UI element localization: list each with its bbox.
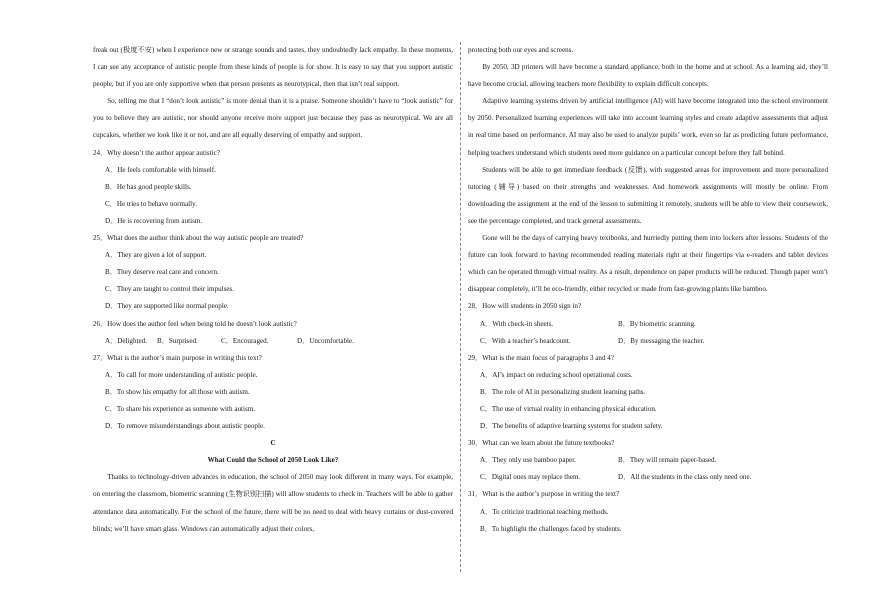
question-24: 24．Why doesn’t the author appear autistic? xyxy=(93,148,220,157)
option: B．They deserve real care and concern. xyxy=(105,268,219,277)
option: A．They are given a lot of support. xyxy=(105,251,207,260)
question-28: 28．How will students in 2050 sign in? xyxy=(468,302,582,311)
option: A．He feels comfortable with himself. xyxy=(105,165,216,174)
question-25: 25．What does the author think about the way autistic people are treated? xyxy=(93,234,304,243)
option: A．To criticize traditional teaching methods. xyxy=(480,507,609,516)
option: B．Surprised. xyxy=(157,336,198,345)
option: A．AI’s impact on reducing school operational costs. xyxy=(480,370,633,379)
paragraph: Thanks to technology-driven advances in education, the school of 2050 may look different in many ways. For example, on entering the classroom, biometric scanning (生物识别扫描) will allow students to check in. Teachers will be able to gather attendance data automatically. For the school of the future, there will be no need to deal with heavy curtains or dust-covered blinds; we’ll have smart glass. Windows can automatically adjust their colors, xyxy=(93,473,453,533)
option: B．He has good people skills. xyxy=(105,182,192,191)
option: C．Encouraged. xyxy=(221,336,269,345)
paragraph: Adaptive learning systems driven by artificial intelligence (AI) will have become integrated into the school environment by 2050. Personalized learning experiences will take into account learning styles and create adaptive assessments that adjust in real time based on performance. AI may also be used to analyze pupils’ work, even so far as predicting future performance, helping teachers understand which students need more guidance on a particular concept before they fall behind. xyxy=(468,97,828,157)
option: D．The benefits of adaptive learning systems for student safety. xyxy=(480,422,663,431)
option: B．The role of AI in personalizing student learning paths. xyxy=(480,387,646,396)
option: C．Digital ones may replace them. xyxy=(480,473,581,482)
paragraph: Gone will be the days of carrying heavy textbooks, and hurriedly putting them into lockers after lessons. Students of the future can look forward to having recommended reading materials right at their fingertips via e-readers and tablet devices which can be operated through virtual reality. As a result, dependence on paper products will be reduced. Though paper won’t disappear completely, it’ll be eco-friendly, either recycled or made from fast-growing plants like bamboo. xyxy=(468,234,828,294)
paragraph: freak out (极度不安) when I experience new or strange sounds and tastes, they undoubtedly lack empathy. In these moments, I can see any acceptance of autistic people from these kinds of people is for show. It is easy to say that you support autistic people, but if you are only supportive when that person presents as neurotypical, then that isn’t real support. xyxy=(93,46,453,89)
paragraph: Students will be able to get immediate feedback (反馈), with suggested areas for improvement and more personalized tutoring (辅导) based on their strengths and weaknesses. And homework assignments will mostly be online. From downloading the assignment at the end of the lesson to submitting it remotely, students will be able to view their coursework, see the percentage completed, and track general assessments. xyxy=(468,165,828,225)
passage-title: What Could the School of 2050 Look Like? xyxy=(207,456,339,465)
option: B．To highlight the challenges faced by students. xyxy=(480,524,622,533)
option-row xyxy=(93,333,453,350)
paragraph: protecting both our eyes and screens. xyxy=(468,46,574,54)
option: D．He is recovering from autism. xyxy=(105,216,203,225)
option: A．Delighted. xyxy=(105,336,147,345)
option: C．They are taught to control their impulses. xyxy=(105,285,235,294)
question-29: 29．What is the main focus of paragraphs 3 and 4? xyxy=(468,353,614,362)
option: C．With a teacher’s headcount. xyxy=(480,336,571,345)
question-31: 31．What is the author’s purpose in writing the text? xyxy=(468,490,620,499)
option: C．The use of virtual reality in enhancing physical education. xyxy=(480,404,657,413)
option: D．To remove misunderstandings about autistic people. xyxy=(105,422,265,431)
option: B．They will remain paper-based. xyxy=(618,456,717,465)
option: D．Uncomfortable. xyxy=(297,336,354,345)
option: C．To share his experience as someone with autism. xyxy=(105,404,256,413)
column-divider xyxy=(460,42,461,572)
question-30: 30．What can we learn about the future textbooks? xyxy=(468,439,615,448)
option: D．They are supported like normal people. xyxy=(105,302,229,311)
left-column xyxy=(93,42,453,538)
right-column xyxy=(468,42,828,538)
option: D．All the students in the class only need one. xyxy=(618,473,752,482)
option: B．By biometric scanning. xyxy=(618,319,696,328)
question-26: 26．How does the author feel when being told he doesn’t look autistic? xyxy=(93,319,297,328)
option-row xyxy=(468,316,828,333)
option: A．They only use bamboo paper. xyxy=(480,456,576,465)
option: B．To show his empathy for all those with autism. xyxy=(105,387,250,396)
paragraph: By 2050, 3D printers will have become a standard appliance, both in the home and at school. As a learning aid, they’ll have become crucial, allowing teachers more flexibility to explain difficult concepts. xyxy=(468,63,828,89)
paragraph: So, telling me that I “don’t look autistic” is more denial than it is a praise. Someone shouldn’t have to “look autistic” for you to believe they are autistic, nor should anyone receive more support just because they pass as neurotypical. We are all cupcakes, whether we look like it or not, and are all equally deserving of empathy and support. xyxy=(93,97,453,140)
section-letter: C xyxy=(270,439,276,448)
option-row xyxy=(468,452,828,469)
option: A．With check-in sheets. xyxy=(480,319,554,328)
option-row xyxy=(468,469,828,486)
option: C．He tries to behave normally. xyxy=(105,199,197,208)
option: A．To call for more understanding of autistic people. xyxy=(105,370,258,379)
option: D．By messaging the teacher. xyxy=(618,336,705,345)
option-row xyxy=(468,333,828,350)
question-27: 27．What is the author’s main purpose in writing this text? xyxy=(93,353,262,362)
